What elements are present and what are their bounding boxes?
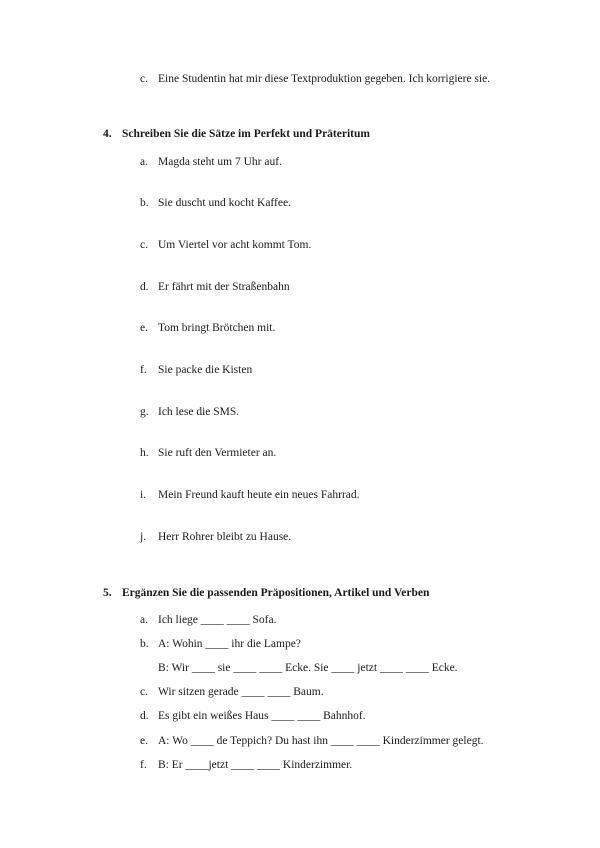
s4-item-a-text: Magda steht um 7 Uhr auf. [158, 156, 282, 168]
s4-item-g-text: Ich lese die SMS. [158, 406, 240, 418]
section-4-heading [103, 127, 503, 141]
s5-item-f-text: B: Er ____jetzt ____ ____ Kinderzimmer. [158, 759, 353, 771]
s4-item-c-letter: c. [140, 239, 148, 251]
section-5-number: 5. [103, 587, 112, 599]
s4-item-a-letter: a. [140, 156, 148, 168]
s4-item-f-letter: f. [140, 364, 147, 376]
s4-item-j-letter: j. [140, 531, 147, 543]
section-5-heading [103, 586, 523, 600]
s5-item-e-letter: e. [140, 735, 148, 747]
s4-item-g-letter: g. [140, 406, 149, 418]
s4-item-e-text: Tom bringt Brötchen mit. [158, 322, 276, 334]
section-5-title: Ergänzen Sie die passenden Präpositionen, Artikel und Verben [122, 587, 430, 599]
s5-item-d-letter: d. [140, 710, 149, 722]
s4-item-d-letter: d. [140, 281, 149, 293]
section-4-title: Schreiben Sie die Sätze im Perfekt und Präteritum [122, 128, 370, 140]
s5-item-c-letter: c. [140, 686, 148, 698]
intro-item-letter: c. [140, 73, 148, 85]
s4-item-f-text: Sie packe die Kisten [158, 364, 253, 376]
s4-item-c-text: Um Viertel vor acht kommt Tom. [158, 239, 312, 251]
s5-item-b-text: A: Wohin ____ ihr die Lampe? [158, 638, 301, 650]
s5-item-a-text: Ich liege ____ ____ Sofa. [158, 614, 277, 626]
s5-item-b-letter: b. [140, 638, 149, 650]
s4-item-j-text: Herr Rohrer bleibt zu Hause. [158, 531, 292, 543]
s5-item-e-text: A: Wo ____ de Teppich? Du hast ihn ____ ____ Kinderzimmer gelegt. [158, 735, 484, 747]
s5-item-f-letter: f. [140, 759, 147, 771]
s4-item-i-text: Mein Freund kauft heute ein neues Fahrrad. [158, 489, 360, 501]
s4-item-d-text: Er fährt mit der Straßenbahn [158, 281, 290, 293]
s4-item-h-letter: h. [140, 447, 149, 459]
s5-item-b-continuation-text: B: Wir ____ sie ____ ____ Ecke. Sie ____ jetzt ____ ____ Ecke. [158, 662, 458, 674]
section-4-number: 4. [103, 128, 112, 140]
s4-item-b-text: Sie duscht und kocht Kaffee. [158, 197, 291, 209]
s5-item-a-letter: a. [140, 614, 148, 626]
s4-item-b-letter: b. [140, 197, 149, 209]
s5-item-d-text: Es gibt ein weißes Haus ____ ____ Bahnhof. [158, 710, 366, 722]
s4-item-h-text: Sie ruft den Vermieter an. [158, 447, 277, 459]
intro-item-text: Eine Studentin hat mir diese Textproduktion gegeben. Ich korrigiere sie. [158, 73, 491, 85]
s4-item-e-letter: e. [140, 322, 148, 334]
s5-item-c-text: Wir sitzen gerade ____ ____ Baum. [158, 686, 324, 698]
s4-item-i-letter: i. [140, 489, 147, 501]
